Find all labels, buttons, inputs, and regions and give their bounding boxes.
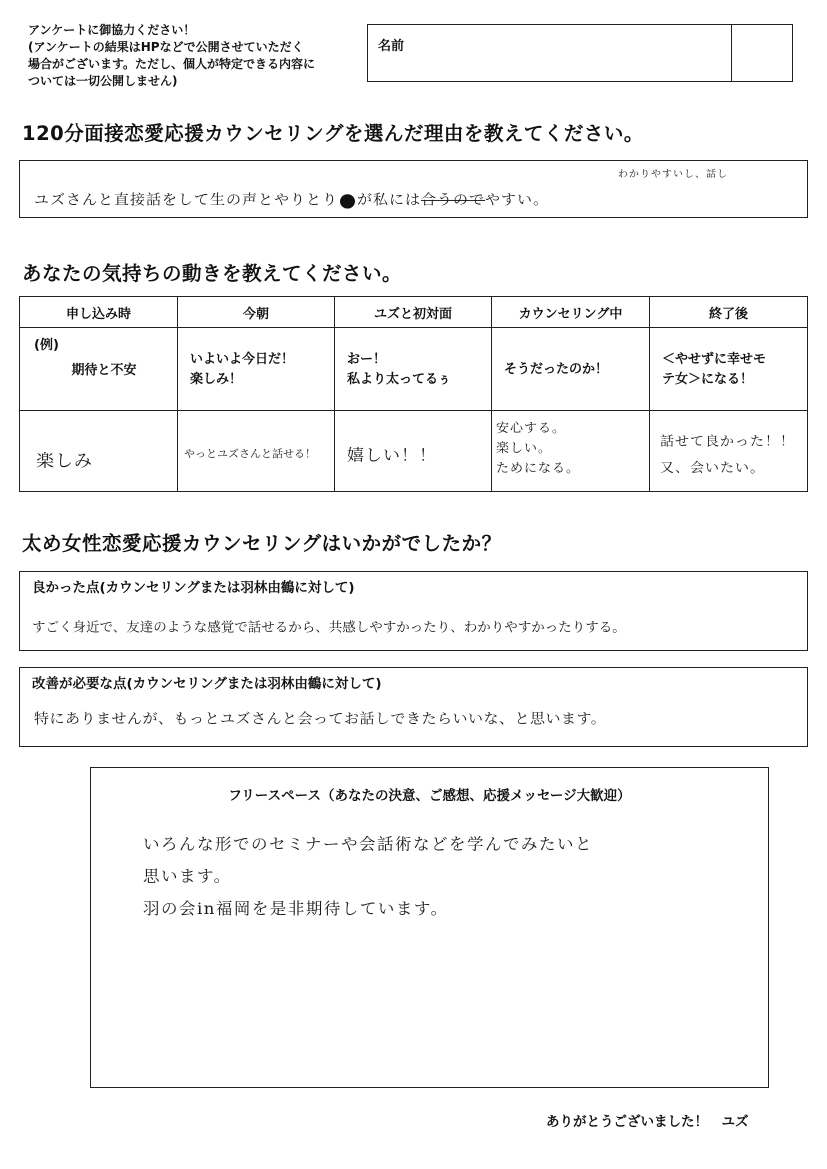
answer-text: が私には bbox=[357, 191, 422, 209]
good-points-answer: すごく身近で、友達のような感覚で話せるから、共感しやすかったり、わかりやすかったりする。 bbox=[32, 620, 626, 636]
example-line: 楽しみ！ bbox=[190, 372, 243, 387]
improvement-label: 改善が必要な点(カウンセリングまたは羽林由鶴に対して) bbox=[32, 676, 382, 692]
name-divider bbox=[731, 25, 732, 81]
header-first-meeting: ユズと初対面 bbox=[335, 297, 492, 328]
table-header-row bbox=[20, 297, 808, 328]
answer-line: 又、会いたい。 bbox=[660, 460, 765, 476]
intro-line: アンケートに御協力ください！ bbox=[28, 23, 196, 37]
example-line: 私より太ってるぅ bbox=[347, 372, 452, 387]
header-apply: 申し込み時 bbox=[20, 297, 178, 328]
example-text bbox=[347, 350, 487, 390]
improvement-answer: 特にありませんが、もっとユズさんと会ってお話しできたらいいな、と思います。 bbox=[34, 710, 607, 728]
free-space-label: フリースペース（あなたの決意、ご感想、応援メッセージ大歓迎） bbox=[228, 788, 631, 804]
feelings-table bbox=[19, 296, 808, 492]
example-line: いよいよ今日だ！ bbox=[190, 352, 295, 367]
example-row bbox=[20, 328, 808, 411]
free-space-line: 羽の会in福岡を是非期待しています。 bbox=[143, 899, 449, 918]
answer-cell-morning[interactable] bbox=[178, 411, 335, 492]
answer-text: やすい。 bbox=[485, 191, 550, 209]
example-text bbox=[662, 350, 802, 390]
answer-text: 楽しみ bbox=[36, 451, 93, 472]
answer-line: ためになる。 bbox=[496, 461, 581, 476]
example-line: ＜やせずに幸せモ bbox=[662, 352, 767, 367]
example-text: 期待と不安 bbox=[71, 363, 137, 378]
example-line: テ女＞になる！ bbox=[662, 372, 754, 387]
answer-cell-first-meeting[interactable] bbox=[335, 411, 492, 492]
name-label: 名前 bbox=[378, 39, 405, 54]
free-space-line: いろんな形でのセミナーや会話術などを学んでみたいと bbox=[143, 835, 593, 854]
example-cell bbox=[20, 328, 178, 411]
struck-text: 合うので bbox=[421, 191, 486, 209]
header-during: カウンセリング中 bbox=[492, 297, 650, 328]
answer-row bbox=[20, 411, 808, 492]
answer-text: ユズさんと直接話をして生の声とやりとり bbox=[34, 191, 339, 209]
free-space-line: 思います。 bbox=[143, 867, 232, 886]
closing-thanks: ありがとうございました！ ユズ bbox=[546, 1114, 749, 1130]
header-after: 終了後 bbox=[650, 297, 808, 328]
answer-cell-during[interactable] bbox=[492, 411, 650, 492]
answer-line: 楽しい。 bbox=[496, 441, 553, 456]
free-space-answer bbox=[143, 829, 593, 926]
answer-line: 話せて良かった！！ bbox=[660, 434, 795, 450]
intro-line: 場合がございます。ただし、個人が特定できる内容に bbox=[28, 57, 316, 71]
question-2-title: あなたの気持ちの動きを教えてください。 bbox=[22, 262, 403, 285]
name-field[interactable] bbox=[367, 24, 793, 82]
answer-cell-apply[interactable] bbox=[20, 411, 178, 492]
answer-text: 嬉しい！！ bbox=[347, 446, 437, 466]
question-3-title: 太め女性恋愛応援カウンセリングはいかがでしたか？ bbox=[22, 532, 502, 555]
example-mark: (例) bbox=[34, 338, 59, 353]
example-text bbox=[190, 350, 330, 390]
answer-text bbox=[660, 428, 795, 481]
example-cell bbox=[492, 328, 650, 411]
answer-line: 安心する。 bbox=[496, 421, 567, 436]
example-line: おー！ bbox=[347, 352, 387, 367]
good-points-label: 良かった点(カウンセリングまたは羽林由鶴に対して) bbox=[32, 580, 355, 596]
answer-insertion: わかりやすいし、話し bbox=[618, 169, 728, 180]
good-points-box[interactable] bbox=[19, 571, 808, 651]
answer-text: やっとユズさんと話せる！ bbox=[184, 447, 316, 460]
intro-line: ついては一切公開しません) bbox=[28, 74, 178, 88]
question-1-answer bbox=[34, 190, 549, 210]
answer-cell-after[interactable] bbox=[650, 411, 808, 492]
question-1-title: 120分面接恋愛応援カウンセリングを選んだ理由を教えてください。 bbox=[22, 122, 644, 145]
example-cell bbox=[335, 328, 492, 411]
answer-text bbox=[496, 419, 580, 479]
question-1-answer-box[interactable] bbox=[19, 160, 808, 218]
ink-blot bbox=[340, 194, 355, 208]
improvement-box[interactable] bbox=[19, 667, 808, 747]
example-cell bbox=[650, 328, 808, 411]
survey-intro bbox=[28, 22, 358, 90]
example-cell bbox=[178, 328, 335, 411]
free-space-box[interactable] bbox=[90, 767, 769, 1088]
example-text: そうだったのか！ bbox=[504, 362, 609, 377]
header-morning: 今朝 bbox=[178, 297, 335, 328]
intro-line: (アンケートの結果はHPなどで公開させていただく bbox=[28, 40, 304, 54]
